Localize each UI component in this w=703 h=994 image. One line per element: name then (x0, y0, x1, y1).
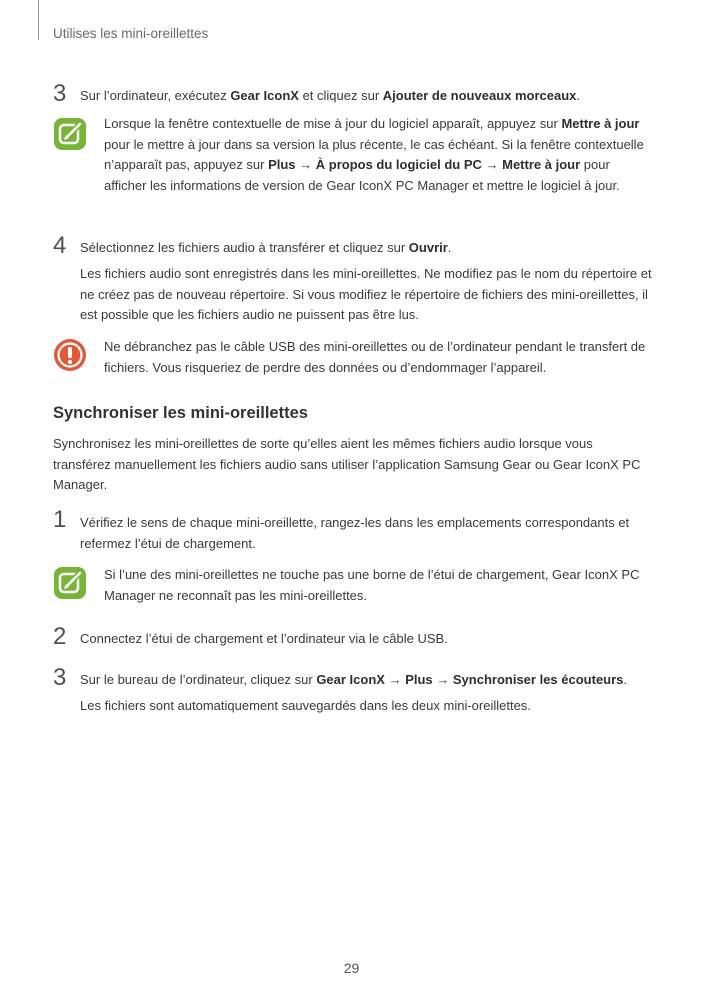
step-text: Vérifiez le sens de chaque mini-oreillette, rangez-les dans les emplacements correspondants et refermez l’étui de chargement. (80, 515, 630, 551)
section-intro: Synchronisez les mini-oreillettes de sorte qu’elles aient les mêmes fichiers audio lorsque vous transférez manuellement les fichiers audio sans utiliser l’application Samsung Gear ou Gear IconX PC Manager. (53, 436, 641, 492)
sync-step-3-detail: Les fichiers sont automatiquement sauvegardés dans les deux mini-oreillettes. (80, 698, 531, 713)
note-pencil-icon (53, 566, 87, 600)
step-number: 3 (53, 664, 67, 691)
section-title: Synchroniser les mini-oreillettes (53, 404, 308, 422)
step-4-detail: Les fichiers audio sont enregistrés dans les mini-oreillettes. Ne modifiez pas le nom du répertoire et ne créez pas de nouveau répertoire. Si vous modifiez le répertoire de fichiers des mini-oreillettes, il est possible que les fichiers audio ne puissent pas être lus. (80, 266, 652, 322)
step-number: 1 (53, 506, 67, 533)
step-text: Connectez l’étui de chargement et l’ordinateur via le câble USB. (80, 631, 448, 646)
note-pencil-icon (53, 117, 87, 151)
page-number: 29 (343, 960, 360, 976)
warning-exclamation-icon (53, 338, 87, 372)
step-text: Sur l’ordinateur, exécutez Gear IconX et cliquez sur Ajouter de nouveaux morceaux. (80, 88, 581, 103)
step-text: Sur le bureau de l’ordinateur, cliquez sur Gear IconX → Plus → Synchroniser les écouteurs. (80, 672, 628, 687)
header-title: Utilises les mini-oreillettes (53, 26, 209, 41)
step-number: 4 (53, 232, 67, 259)
caution-usb-cable: Ne débranchez pas le câble USB des mini-oreillettes ou de l’ordinateur pendant le transfert de fichiers. Vous risqueriez de perdre des données ou d’endommager l’appareil. (104, 339, 646, 375)
note-update-software: Lorsque la fenêtre contextuelle de mise à jour du logiciel apparaît, appuyez sur Mettre à jour pour le mettre à jour dans sa version la plus récente, le cas échéant. Si la fenêtre contextuelle n’apparaît pas, appuyez sur Plus → À propos du logiciel du PC → Mettre à jour pour afficher les informations de version de Gear IconX PC Manager et mettre le logiciel à jour. (104, 116, 644, 193)
step-number: 2 (53, 623, 67, 650)
note-terminal-contact: Si l’une des mini-oreillettes ne touche pas une borne de l’étui de chargement, Gear IconX PC Manager ne reconnaît pas les mini-oreillettes. (104, 567, 640, 603)
header-rule (38, 0, 39, 40)
step-number: 3 (53, 80, 67, 107)
step-text: Sélectionnez les fichiers audio à transférer et cliquez sur Ouvrir. (80, 240, 452, 255)
